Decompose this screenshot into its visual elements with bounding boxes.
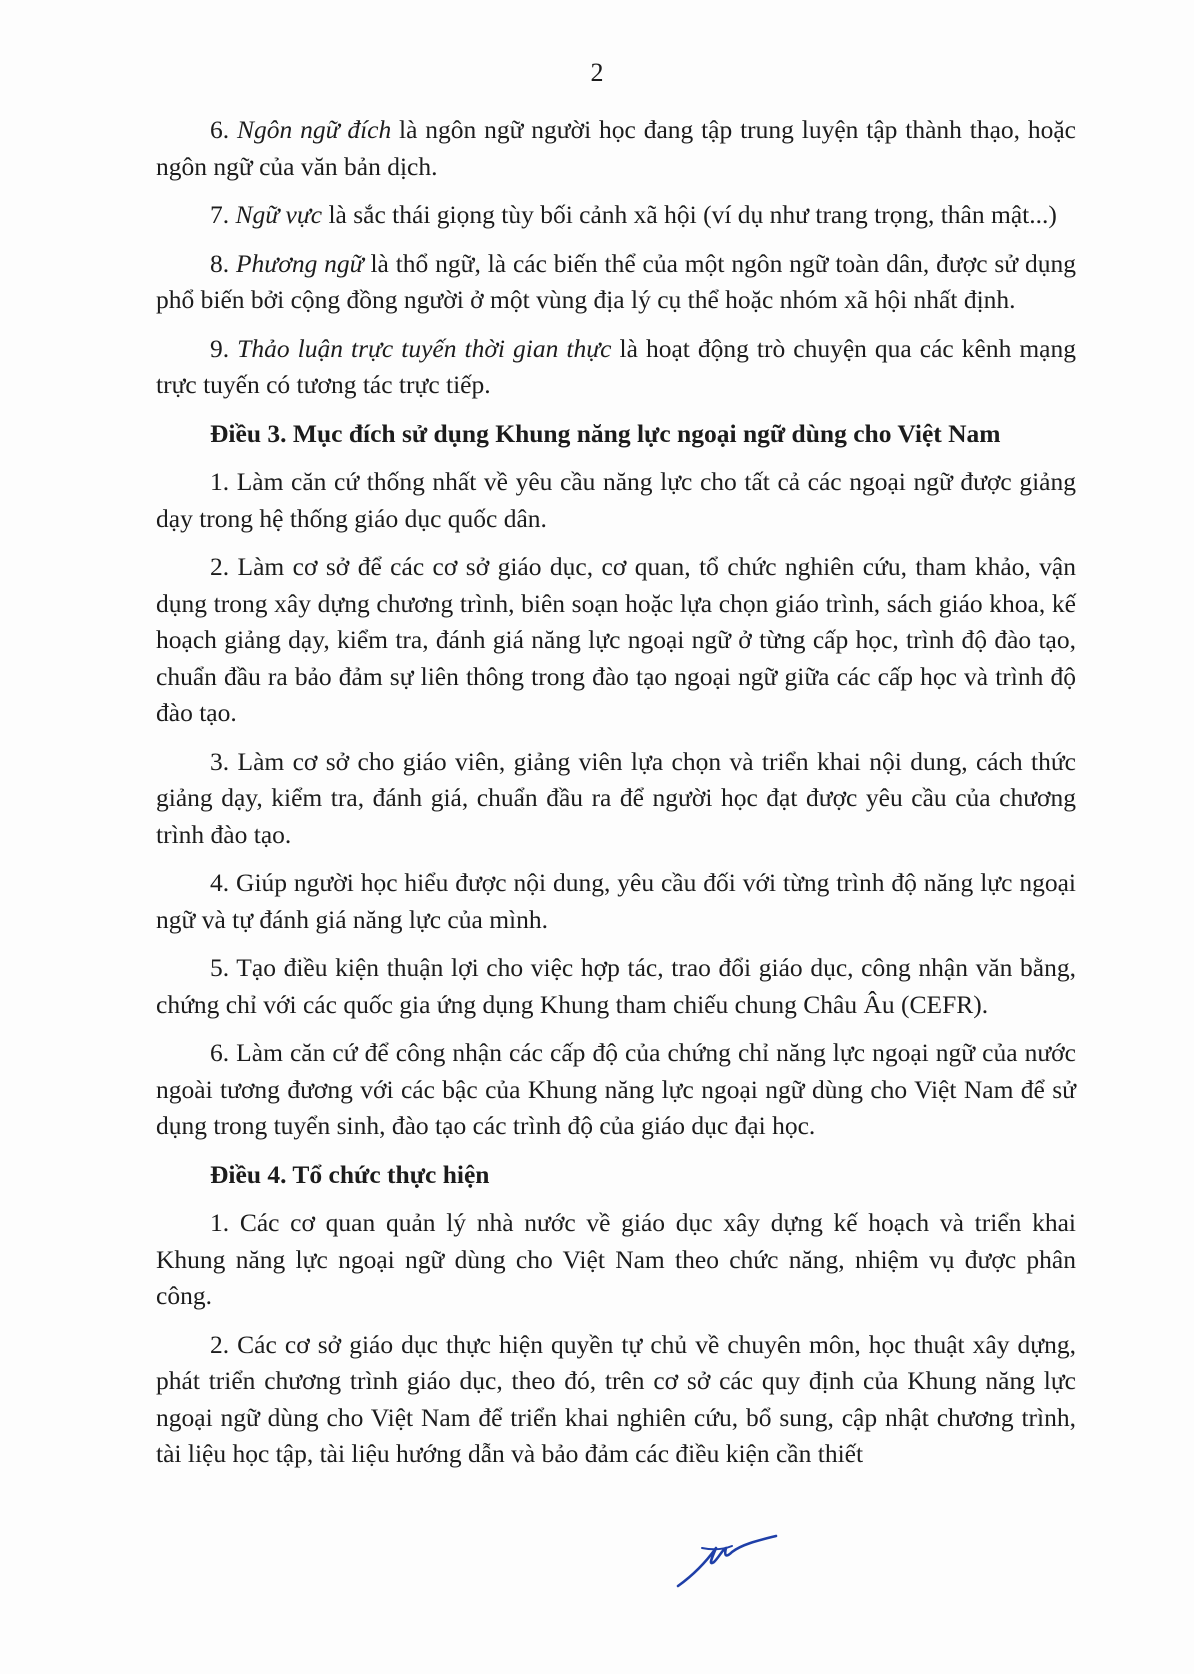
article-3-paragraph: 3. Làm cơ sở cho giáo viên, giảng viên lựa chọn và triển khai nội dung, cách thức giảng dạy, kiểm tra, đánh giá, chuẩn đầu ra để người học đạt được yêu cầu của chương trình đào tạo. [156, 746, 1076, 849]
definition-text: là ngôn ngữ người học đang tập trung luyện tập thành thạo, hoặc ngôn ngữ của văn bản dịch. [156, 115, 1076, 181]
definition-text: là hoạt động trò chuyện qua các kênh mạng trực tuyến có tương tác trực tiếp. [156, 333, 1077, 399]
defined-term: Phương ngữ [235, 248, 364, 278]
item-number: 6. [210, 115, 237, 144]
article-3-heading: Điều 3. Mục đích sử dụng Khung năng lực ngoại ngữ dùng cho Việt Nam [210, 418, 1001, 448]
definition-item [156, 112, 1076, 185]
definition-item [156, 197, 1076, 234]
definition-item [156, 331, 1076, 404]
article-4-paragraph: 1. Các cơ quan quản lý nhà nước về giáo dục xây dựng kế hoạch và triển khai Khung năng lực ngoại ngữ dùng cho Việt Nam theo chức năng, nhiệm vụ được phân công. [156, 1208, 1076, 1310]
defined-term: Thảo luận trực tuyến thời gian thực [237, 333, 612, 363]
document-body [156, 112, 1076, 1485]
article-3-paragraph: 1. Làm căn cứ thống nhất về yêu cầu năng lực cho tất cả các ngoại ngữ được giảng dạy trong hệ thống giáo dục quốc dân. [156, 467, 1076, 533]
article-3-paragraph: 4. Giúp người học hiểu được nội dung, yêu cầu đối với từng trình độ năng lực ngoại ngữ và tự đánh giá năng lực của mình. [156, 868, 1076, 934]
definition-text: là sắc thái giọng tùy bối cảnh xã hội (ví dụ như trang trọng, thân mật...) [322, 200, 1057, 229]
definition-text: là thổ ngữ, là các biến thể của một ngôn ngữ toàn dân, được sử dụng phổ biến bởi cộng đồng người ở một vùng địa lý cụ thể hoặc nhóm xã hội nhất định. [156, 248, 1076, 314]
definition-item [156, 246, 1076, 319]
defined-term: Ngữ vực [235, 200, 323, 229]
defined-term: Ngôn ngữ đích [236, 115, 392, 144]
item-number: 7. [210, 200, 236, 229]
article-3-paragraph: 2. Làm cơ sở để các cơ sở giáo dục, cơ quan, tổ chức nghiên cứu, tham khảo, vận dụng trong xây dựng chương trình, biên soạn hoặc lựa chọn giáo trình, sách giáo khoa, kế hoạch giảng dạy, kiểm tra, đánh giá năng lực ngoại ngữ ở từng cấp học, trình độ đào tạo, chuẩn đầu ra bảo đảm sự liên thông trong đào tạo ngoại ngữ giữa các cấp học và trình độ đào tạo. [156, 552, 1076, 727]
page-number: 2 [590, 58, 604, 87]
item-number: 9. [210, 333, 238, 363]
initial-signature [672, 1528, 782, 1594]
item-number: 8. [210, 248, 236, 278]
article-4-paragraph: 2. Các cơ sở giáo dục thực hiện quyền tự chủ về chuyên môn, học thuật xây dựng, phát triển chương trình giáo dục, theo đó, trên cơ sở các quy định của Khung năng lực ngoại ngữ dùng cho Việt Nam để triển khai nghiên cứu, bổ sung, cập nhật chương trình, tài liệu học tập, tài liệu hướng dẫn và bảo đảm các điều kiện cần thiết [156, 1329, 1076, 1468]
article-3-paragraph: 5. Tạo điều kiện thuận lợi cho việc hợp tác, trao đổi giáo dục, công nhận văn bằng, chứng chỉ với các quốc gia ứng dụng Khung tham chiếu chung Châu Âu (CEFR). [156, 953, 1076, 1019]
article-4-heading: Điều 4. Tổ chức thực hiện [210, 1159, 490, 1189]
article-3-paragraph: 6. Làm căn cứ để công nhận các cấp độ của chứng chỉ năng lực ngoại ngữ của nước ngoài tương đương với các bậc của Khung năng lực ngoại ngữ dùng cho Việt Nam để sử dụng trong tuyển sinh, đào tạo các trình độ của giáo dục đại học. [156, 1038, 1076, 1140]
